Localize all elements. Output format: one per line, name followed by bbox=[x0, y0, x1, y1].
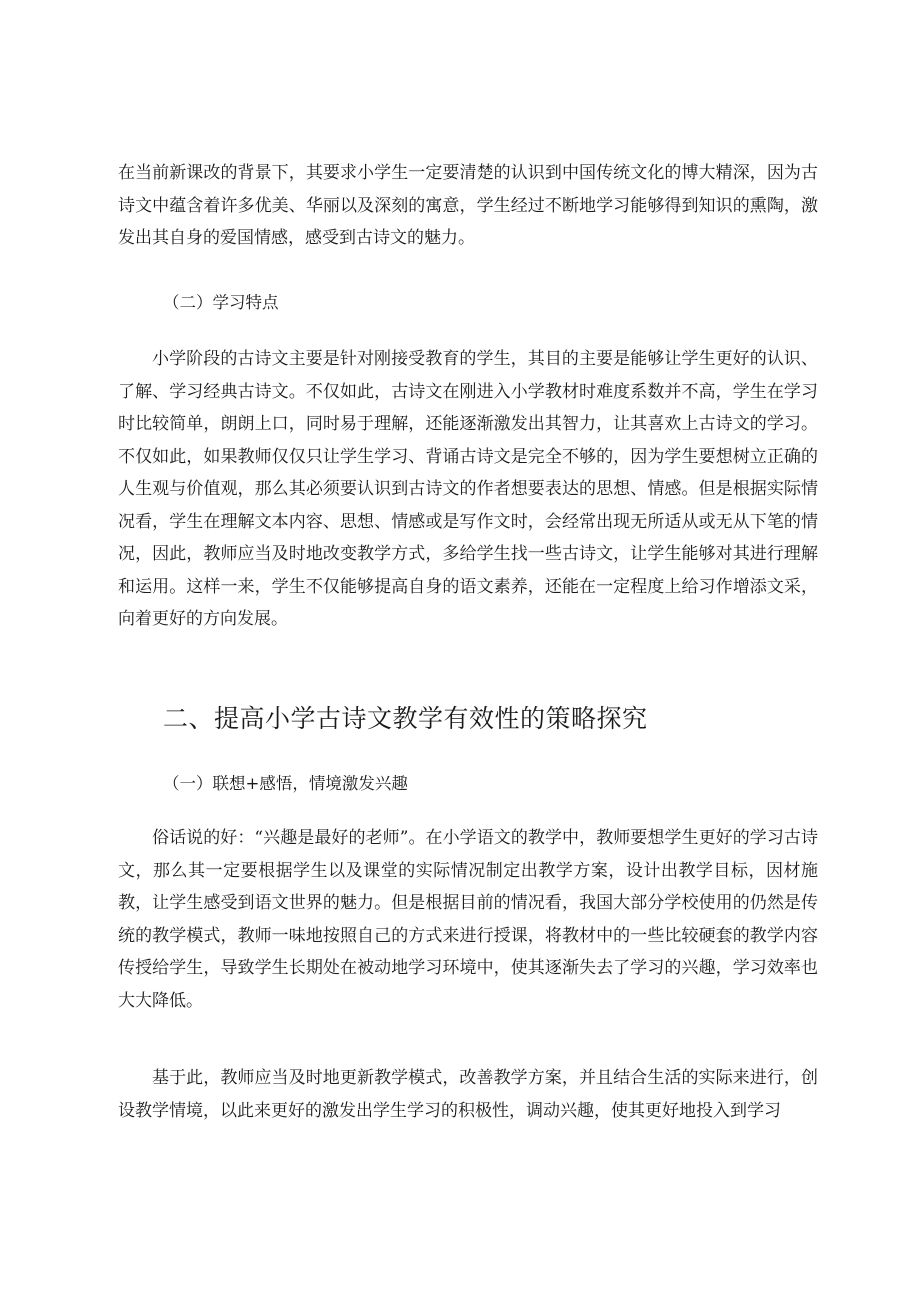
subheading-learning-features: （二）学习特点 bbox=[163, 293, 279, 312]
paragraph-based-on-this: 基于此，教师应当及时地更新教学模式，改善教学方案，并且结合生活的实际来进行，创设教学情境，以此来更好的激发出学生学习的积极性，调动兴趣，使其更好地投入到学习 bbox=[118, 1068, 818, 1121]
paragraph-learning-features: 小学阶段的古诗文主要是针对刚接受教育的学生，其目的主要是能够让学生更好的认识、了解、学习经典古诗文。不仅如此，古诗文在刚进入小学教材时难度系数并不高，学生在学习时比较简单，朗朗上口，同时易于理解，还能逐渐激发出其智力，让其喜欢上古诗文的学习。不仅如此，如果教师仅仅只让学生学习、背诵古诗文是完全不够的，因为学生要想树立正确的人生观与价值观，那么其必须要认识到古诗文的作者想要表达的思想、情感。但是根据实际情况看，学生在理解文本内容、思想、情感或是写作文时，会经常出现无所适从或无从下笔的情况，因此，教师应当及时地改变教学方式，多给学生找一些古诗文，让学生能够对其进行理解和运用。这样一来，学生不仅能够提高自身的语文素养，还能在一定程度上给习作增添文采，向着更好的方向发展。 bbox=[118, 349, 818, 629]
paragraph-new-curriculum: 在当前新课改的背景下，其要求小学生一定要清楚的认识到中国传统文化的博大精深，因为古诗文中蕴含着许多优美、华丽以及深刻的寓意，学生经过不断地学习能够得到知识的熏陶，激发出其自身的爱国情感，感受到古诗文的魅力。 bbox=[118, 163, 818, 248]
section-heading-strategies: 二、提高小学古诗文教学有效性的策略探究 bbox=[163, 704, 648, 733]
paragraph-interest-teacher: 俗话说的好：“兴趣是最好的老师”。在小学语文的教学中，教师要想学生更好的学习古诗文，那么其一定要根据学生以及课堂的实际情况制定出教学方案，设计出教学目标，因材施教，让学生感受到语文世界的魅力。但是根据目前的情况看，我国大部分学校使用的仍然是传统的教学模式，教师一味地按照自己的方式来进行授课，将教材中的一些比较硬套的教学内容传授给学生，导致学生长期处在被动地学习环境中，使其逐渐失去了学习的兴趣，学习效率也大大降低。 bbox=[118, 828, 818, 1011]
subheading-association-insight: （一）联想+感悟，情境激发兴趣 bbox=[163, 774, 408, 793]
